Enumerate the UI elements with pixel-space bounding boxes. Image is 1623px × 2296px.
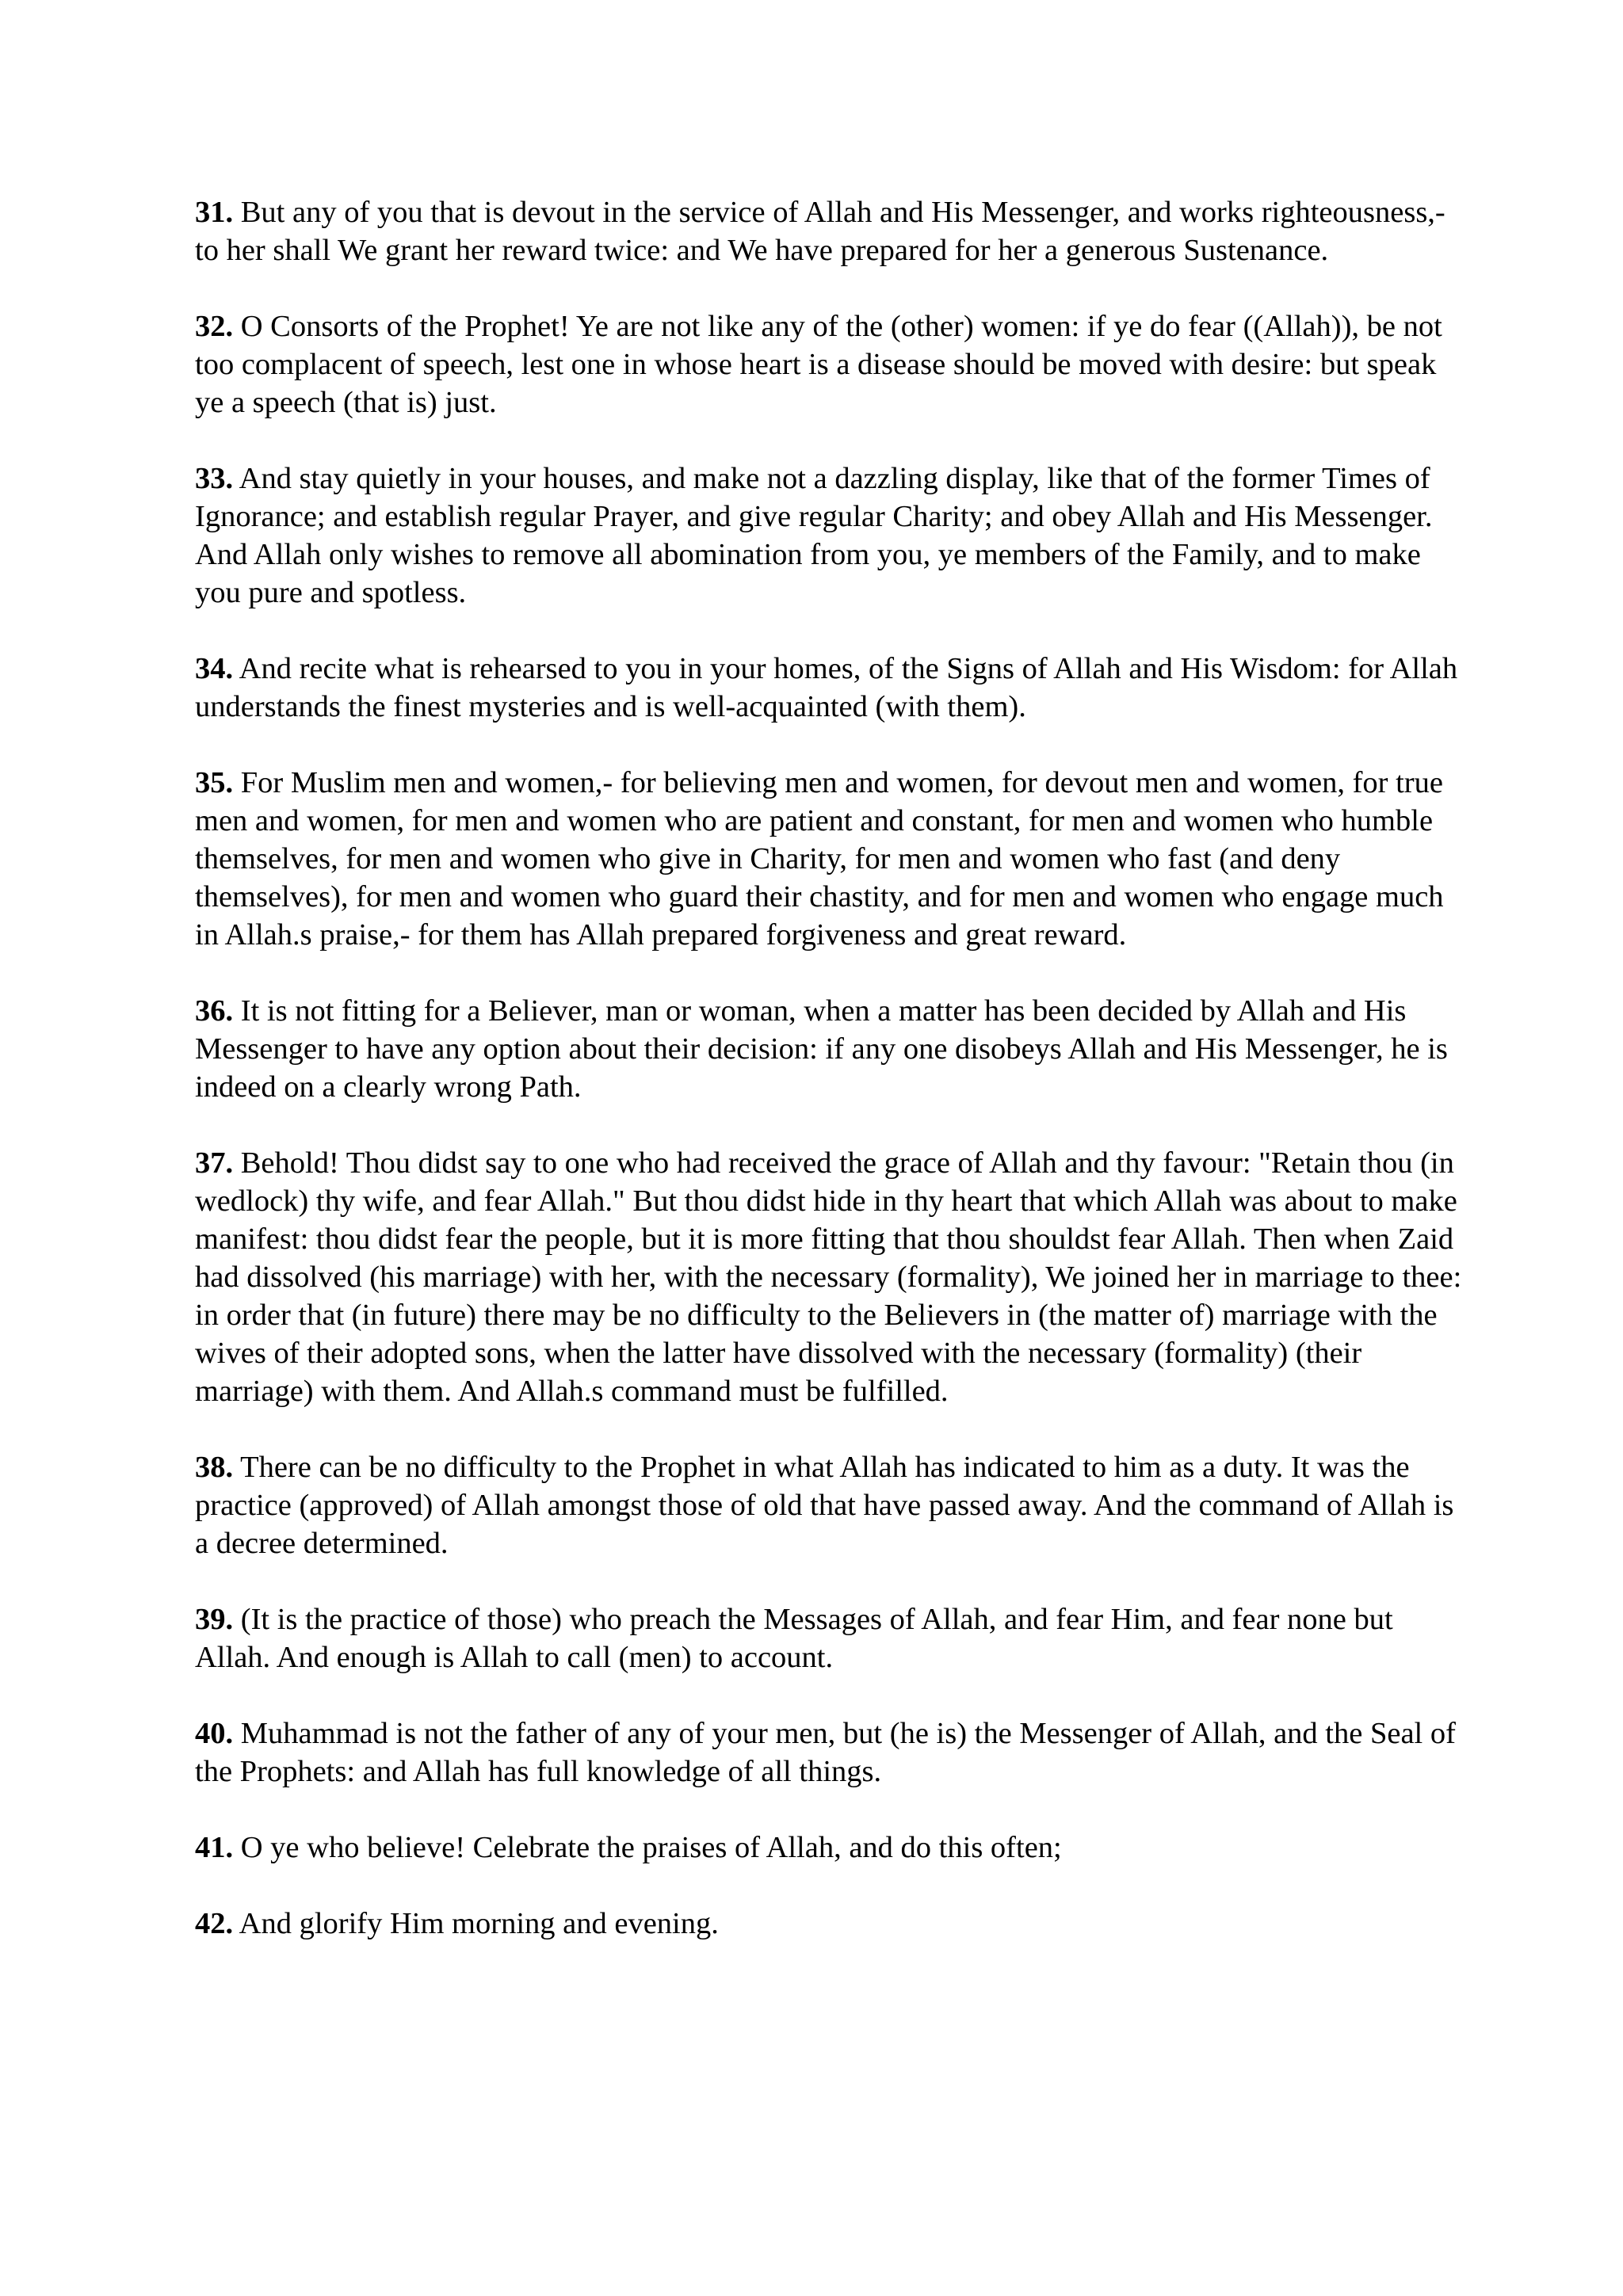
verse-number: 41.	[195, 1831, 234, 1864]
verse-33	[195, 460, 1463, 612]
verse-list	[195, 193, 1463, 1981]
verse-38	[195, 1448, 1463, 1562]
verse-number: 32.	[195, 310, 234, 343]
verse-number: 38.	[195, 1451, 234, 1484]
verse-text: It is not fitting for a Believer, man or woman, when a matter has been decided by Allah and His Messenger to have any option about their decision: if any one disobeys Allah and His Messenger, he is indeed on a clearly wrong Path.	[195, 994, 1448, 1104]
verse-number: 35.	[195, 766, 234, 799]
verse-31	[195, 193, 1463, 269]
verse-text: (It is the practice of those) who preach the Messages of Allah, and fear Him, and fear none but Allah. And enough is Allah to call (men) to account.	[195, 1603, 1393, 1674]
verse-text: Behold! Thou didst say to one who had received the grace of Allah and thy favour: "Retain thou (in wedlock) thy wife, and fear Allah." But thou didst hide in thy heart that which Allah was about to make manifest: thou didst fear the people, but it is more fitting that thou shouldst fear Allah. Then when Zaid had dissolved (his marriage) with her, with the necessary (formality), We joined her in marriage to thee: in order that (in future) there may be no difficulty to the Believers in (the matter of) marriage with the wives of their adopted sons, when the latter have dissolved with the necessary (formality) (their marriage) with them. And Allah.s command must be fulfilled.	[195, 1146, 1462, 1408]
verse-text: But any of you that is devout in the service of Allah and His Messenger, and works righteousness,- to her shall We grant her reward twice: and We have prepared for her a generous Sustenance.	[195, 196, 1445, 267]
verse-40	[195, 1714, 1463, 1791]
verse-number: 31.	[195, 196, 234, 229]
verse-34	[195, 650, 1463, 726]
verse-number: 33.	[195, 462, 234, 495]
verse-text: For Muslim men and women,- for believing men and women, for devout men and women, for true men and women, for men and women who are patient and constant, for men and women who humble themselves, for men and women who give in Charity, for men and women who fast (and deny themselves), for men and women who guard their chastity, and for men and women who engage much in Allah.s praise,- for them has Allah prepared forgiveness and great reward.	[195, 766, 1444, 952]
verse-text: Muhammad is not the father of any of your men, but (he is) the Messenger of Allah, and the Seal of the Prophets: and Allah has full knowledge of all things.	[195, 1717, 1456, 1788]
verse-number: 42.	[195, 1907, 234, 1940]
verse-32	[195, 307, 1463, 421]
verse-41	[195, 1829, 1463, 1867]
verse-39	[195, 1600, 1463, 1676]
verse-36	[195, 992, 1463, 1106]
verse-text: O Consorts of the Prophet! Ye are not like any of the (other) women: if ye do fear ((Allah)), be not too complacent of speech, lest one in whose heart is a disease should be moved with desire: but speak ye a speech (that is) just.	[195, 310, 1442, 419]
verse-42	[195, 1905, 1463, 1943]
verse-text: And recite what is rehearsed to you in your homes, of the Signs of Allah and His Wisdom: for Allah understands the finest mysteries and is well-acquainted (with them).	[195, 652, 1458, 723]
verse-37	[195, 1144, 1463, 1410]
verse-number: 37.	[195, 1146, 234, 1180]
verse-number: 34.	[195, 652, 234, 685]
verse-number: 36.	[195, 994, 234, 1028]
verse-35	[195, 764, 1463, 954]
verse-text: There can be no difficulty to the Prophet in what Allah has indicated to him as a duty. It was the practice (approved) of Allah amongst those of old that have passed away. And the command of Allah is a decree determined.	[195, 1451, 1454, 1560]
verse-text: And glorify Him morning and evening.	[239, 1907, 719, 1940]
verse-text: And stay quietly in your houses, and make not a dazzling display, like that of the former Times of Ignorance; and establish regular Prayer, and give regular Charity; and obey Allah and His Messenger. And Allah only wishes to remove all abomination from you, ye members of the Family, and to make you pure and spotless.	[195, 462, 1433, 609]
verse-text: O ye who believe! Celebrate the praises of Allah, and do this often;	[240, 1831, 1062, 1864]
verse-number: 40.	[195, 1717, 234, 1750]
verse-number: 39.	[195, 1603, 234, 1636]
